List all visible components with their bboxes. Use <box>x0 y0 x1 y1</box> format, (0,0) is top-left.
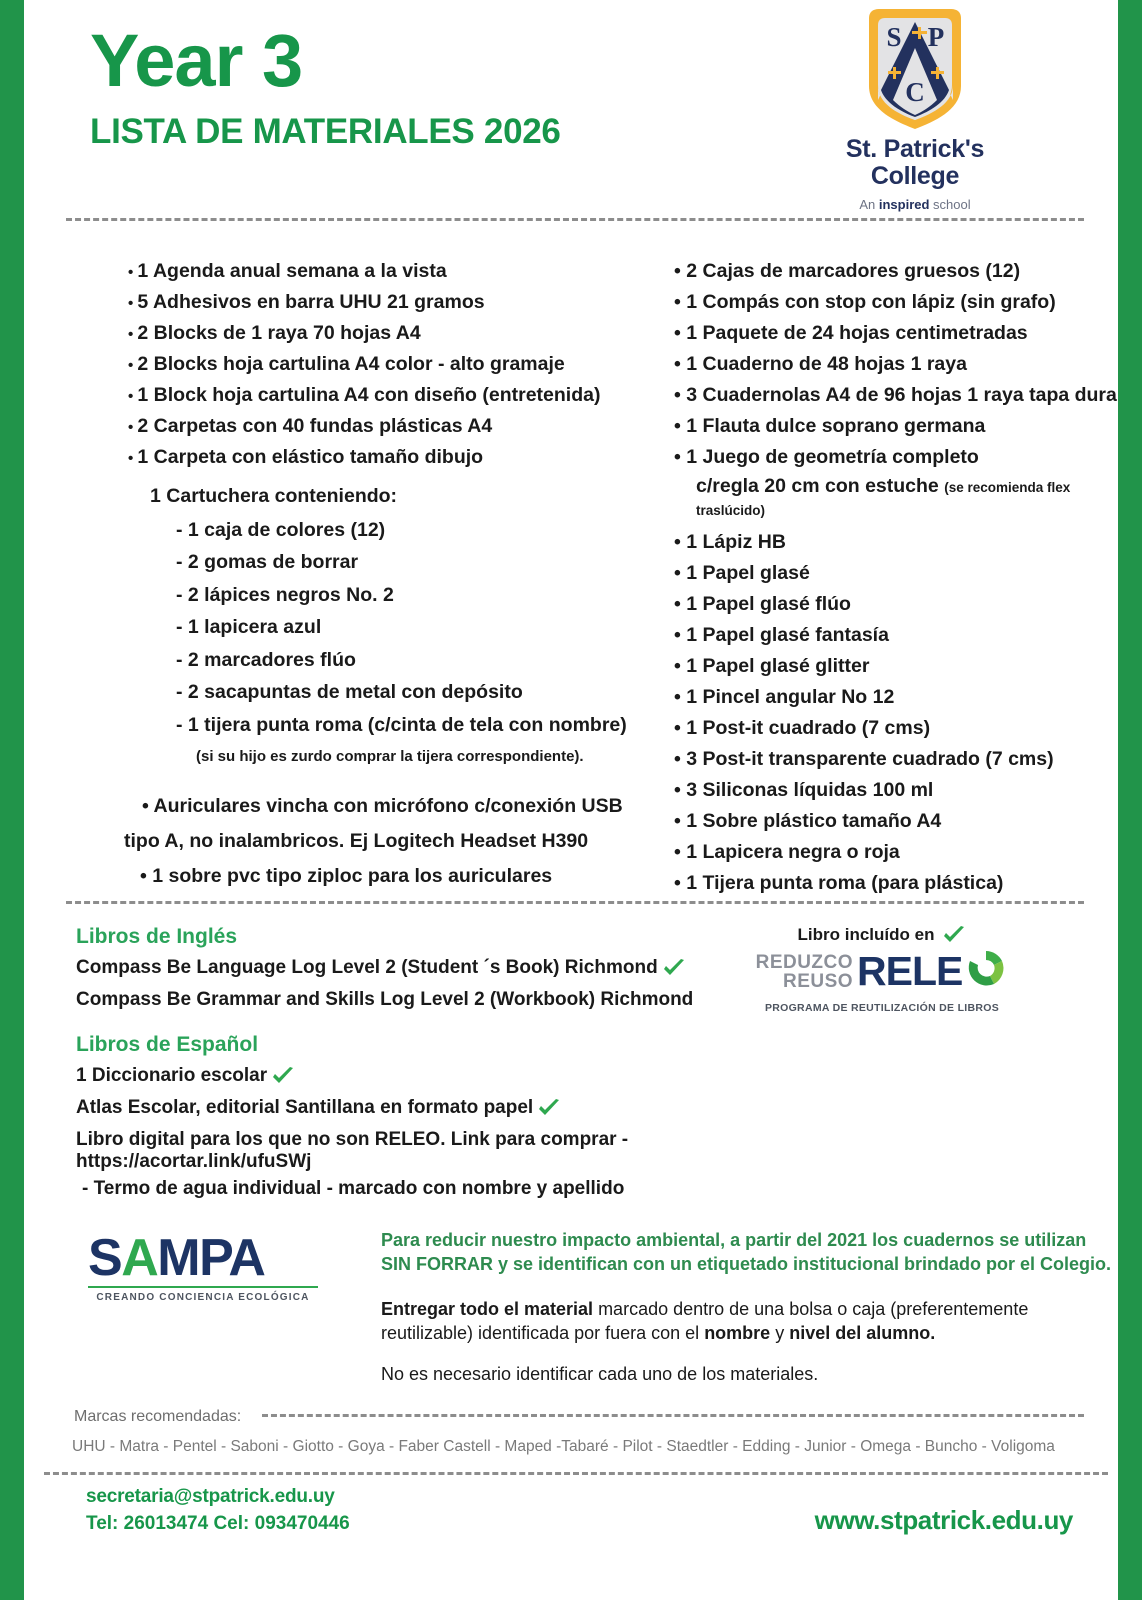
list-item <box>674 262 1134 282</box>
list-item-label: 1 Lápiz HB <box>686 530 786 553</box>
spanish-book-2 <box>76 1097 776 1119</box>
list-item <box>176 648 628 671</box>
list-item-label: 1 Tijera punta roma (para plástica) <box>686 871 1004 894</box>
list-item-label: 2 Cajas de marcadores gruesos (12) <box>686 260 1021 282</box>
page-header <box>24 0 1118 215</box>
list-item <box>674 716 1134 739</box>
spanish-book-1-label: 1 Diccionario escolar <box>76 1065 268 1086</box>
list-item-label: 2 Blocks de 1 raya 70 hojas A4 <box>137 322 421 344</box>
env-bold-3: nivel del alumno. <box>789 1322 936 1343</box>
bullet-icon: • <box>674 747 687 770</box>
list-item-label: 2 Blocks hoja cartulina A4 color - alto gramaje <box>137 353 565 375</box>
headphones-line1: • Auriculares vincha con micrófono c/conexión USB <box>142 795 623 817</box>
footer-website[interactable]: www.stpatrick.edu.uy <box>814 1505 1073 1535</box>
page-title: Year 3 <box>90 19 303 102</box>
list-item-label: 1 Lapicera negra o roja <box>686 840 900 863</box>
bullet-icon: • <box>674 384 687 406</box>
sampa-a-green: A <box>121 1229 158 1287</box>
list-item-label: 1 Papel glasé <box>686 561 810 584</box>
bullet-icon: • <box>674 291 687 313</box>
list-item <box>674 871 1134 894</box>
title-block <box>90 19 561 152</box>
sampa-logo <box>88 1229 318 1303</box>
list-item <box>176 713 628 736</box>
list-item-label: 3 Post-it transparente cuadrado (7 cms) <box>686 747 1054 770</box>
spanish-book-2-label: Atlas Escolar, editorial Santillana en formato papel <box>76 1097 534 1118</box>
spanish-book-3 <box>76 1129 776 1173</box>
divider-footer <box>44 1472 1108 1475</box>
releo-top-label: Libro incluído en <box>797 925 935 944</box>
inspired-tagline <box>800 197 1030 212</box>
brands-label: Marcas recomendadas: <box>74 1408 242 1425</box>
spanish-books-heading: Libros de Español <box>76 1033 259 1056</box>
bullet-icon: • <box>128 357 138 374</box>
list-item <box>674 685 1134 708</box>
list-item-label: - 2 marcadores flúo <box>176 648 356 671</box>
school-name-line1: St. Patrick's <box>845 135 985 163</box>
bullet-icon: • <box>674 415 687 437</box>
books-section <box>76 925 776 1183</box>
svg-text:C: C <box>905 77 925 107</box>
list-item-label: 1 Carpeta con elástico tamaño dibujo <box>137 446 484 468</box>
check-icon <box>662 958 686 978</box>
list-item-label: 1 Compás con stop con lápiz (sin grafo) <box>686 291 1056 313</box>
sampa-s: S <box>88 1229 122 1287</box>
svg-text:P: P <box>927 22 945 52</box>
right-items-list <box>674 262 1134 468</box>
list-item-label: - 1 caja de colores (12) <box>176 518 386 541</box>
bullet-icon: • <box>674 623 687 646</box>
bullet-icon: • <box>674 840 687 863</box>
env-text-1: marcado dentro de una bolsa o caja (preferentemente reutilizable) identificada por fuera con el <box>381 1298 1029 1343</box>
list-item <box>176 518 628 541</box>
list-item <box>674 386 1134 406</box>
list-item <box>674 324 1134 344</box>
bullet-icon: • <box>674 260 687 282</box>
list-item-label: 1 Pincel angular No 12 <box>686 685 895 708</box>
page-content <box>24 0 1118 1600</box>
env-third-paragraph: No es necesario identificar cada uno de los materiales. <box>381 1364 819 1385</box>
bullet-icon: • <box>674 592 687 615</box>
sampa-wordmark <box>88 1229 318 1287</box>
sampa-mpa: MPA <box>157 1229 265 1287</box>
list-item <box>674 747 1134 770</box>
releo-top-text <box>752 925 1012 945</box>
list-item-label: - 2 sacapuntas de metal con depósito <box>176 681 523 703</box>
bullet-icon: • <box>674 561 687 584</box>
list-item-label: 1 Flauta dulce soprano germana <box>686 415 986 437</box>
check-icon <box>537 1098 561 1118</box>
recycle-icon <box>964 947 1008 996</box>
bullet-icon: • <box>674 353 687 375</box>
bullet-icon: • <box>674 778 687 801</box>
list-item-label: 1 Cuaderno de 48 hojas 1 raya <box>686 353 967 375</box>
headphones-line2: tipo A, no inalambricos. Ej Logitech Headset H390 <box>124 830 589 852</box>
geometry-sub-line <box>696 475 1134 521</box>
footer-contact <box>86 1486 350 1535</box>
env-green-line2: SIN FORRAR y se identifican con un etiquetado institucional brindado por el Colegio. <box>381 1254 1112 1275</box>
list-item <box>176 683 628 703</box>
env-bold-2: nombre <box>704 1322 771 1343</box>
env-text-2: y <box>770 1322 790 1343</box>
list-item-label: 1 Juego de geometría completo <box>686 446 979 468</box>
releo-word-reuso: REUSO <box>782 970 854 992</box>
list-item-label: 1 Post-it cuadrado (7 cms) <box>686 716 931 739</box>
list-item-label: 1 Papel glasé fantasía <box>686 623 889 646</box>
bullet-icon: • <box>674 809 687 832</box>
inspired-post: school <box>929 197 971 212</box>
env-delivery-paragraph <box>381 1297 1121 1346</box>
list-item <box>128 262 628 282</box>
english-book-1-label: Compass Be Language Log Level 2 (Student ´s Book) Richmond <box>76 957 658 978</box>
pencil-case-list <box>128 518 628 736</box>
check-icon <box>271 1066 295 1086</box>
list-item <box>176 583 628 606</box>
list-item-label: 3 Cuadernolas A4 de 96 hojas 1 raya tapa dura <box>686 384 1117 406</box>
list-item <box>674 417 1134 437</box>
pencil-case-note: (si su hijo es zurdo comprar la tijera correspondiente). <box>196 748 584 765</box>
list-item-label: - 2 gomas de borrar <box>176 551 359 573</box>
list-item <box>674 355 1134 375</box>
list-item <box>128 417 628 437</box>
school-name-line2: College <box>870 162 960 190</box>
bullet-icon: • <box>674 322 687 344</box>
bullet-icon: • <box>128 450 138 467</box>
footer-phone: Tel: 26013474 Cel: 093470446 <box>86 1513 350 1534</box>
list-item <box>674 809 1134 832</box>
list-item <box>674 623 1134 646</box>
list-item-label: 3 Siliconas líquidas 100 ml <box>686 778 934 801</box>
environment-notes <box>381 1228 1121 1403</box>
list-item <box>176 553 628 573</box>
right-items-list-2 <box>674 530 1134 894</box>
list-item-label: 1 Papel glasé glitter <box>686 654 870 677</box>
bullet-icon: • <box>674 871 687 894</box>
headphones-block <box>124 795 628 888</box>
brands-list: UHU - Matra - Pentel - Saboni - Giotto - Goya - Faber Castell - Maped -Tabaré - Pilot - Staedtler - Edding - Junior - Omega - Buncho - Voligoma <box>72 1438 1055 1455</box>
school-name <box>800 136 1030 190</box>
divider-middle <box>66 901 1084 904</box>
list-item <box>128 448 628 468</box>
releo-word-reduzco: REDUZCO <box>755 951 854 973</box>
list-item-label: 1 Agenda anual semana a la vista <box>137 260 447 282</box>
bullet-icon: • <box>128 264 138 281</box>
bullet-icon: • <box>674 654 687 677</box>
english-books-heading: Libros de Inglés <box>76 925 238 948</box>
svg-text:S: S <box>886 22 902 52</box>
spanish-book-3-label: Libro digital para los que no son RELEO. Link para comprar - https://acortar.link/ufuSWj <box>76 1129 629 1172</box>
releo-footer-text: PROGRAMA DE REUTILIZACIÓN DE LIBROS <box>764 1002 1000 1014</box>
bullet-icon: • <box>674 685 687 708</box>
list-item-label: 1 Paquete de 24 hojas centimetradas <box>686 322 1028 344</box>
left-items-list <box>128 262 628 468</box>
bullet-icon: • <box>128 388 138 405</box>
divider-brands <box>262 1414 1084 1417</box>
bullet-icon: • <box>674 446 687 468</box>
list-item-label: - 2 lápices negros No. 2 <box>176 583 394 606</box>
bullet-icon: • <box>128 326 138 343</box>
list-item <box>674 561 1134 584</box>
list-item-label: - 1 lapicera azul <box>176 616 322 638</box>
inspired-bold: inspired <box>878 197 930 212</box>
list-item-label: 1 Sobre plástico tamaño A4 <box>686 809 942 832</box>
headphones-line3: • 1 sobre pvc tipo ziploc para los auriculares <box>140 865 553 887</box>
check-icon <box>942 925 966 945</box>
list-item <box>674 592 1134 615</box>
list-item <box>128 386 628 406</box>
termo-line: - Termo de agua individual - marcado con nombre y apellido <box>82 1178 625 1199</box>
materials-left-column <box>124 260 628 888</box>
env-green-paragraph <box>381 1228 1121 1277</box>
list-item <box>176 618 628 638</box>
list-item <box>128 355 628 375</box>
list-item-label: 5 Adhesivos en barra UHU 21 gramos <box>137 291 485 313</box>
list-item-label: 1 Block hoja cartulina A4 con diseño (entretenida) <box>137 384 601 406</box>
env-bold-1: Entregar todo el material <box>381 1298 594 1319</box>
list-item <box>674 840 1134 863</box>
english-book-2-label: Compass Be Grammar and Skills Log Level 2 (Workbook) Richmond <box>76 989 694 1010</box>
bullet-icon: • <box>674 530 687 553</box>
bullet-icon: • <box>128 295 138 312</box>
english-book-2 <box>76 989 776 1011</box>
bullet-icon: • <box>128 419 138 436</box>
page-subtitle: LISTA DE MATERIALES 2026 <box>90 112 561 151</box>
list-item-label: 1 Papel glasé flúo <box>686 592 851 615</box>
list-item-label: - 1 tijera punta roma (c/cinta de tela con nombre) <box>176 713 627 736</box>
list-item <box>674 778 1134 801</box>
env-green-line1: Para reducir nuestro impacto ambiental, a partir del 2021 los cuadernos se utilizan <box>381 1230 1087 1250</box>
releo-words <box>756 953 853 991</box>
releo-main-text: RELE <box>857 948 963 995</box>
footer-email[interactable]: secretaria@stpatrick.edu.uy <box>86 1486 335 1507</box>
releo-block <box>752 925 1012 1014</box>
list-item <box>674 448 1134 468</box>
geometry-sub-tiny: (se recomienda flex traslúcido) <box>696 480 1071 518</box>
releo-logo <box>752 947 1012 996</box>
list-item <box>674 530 1134 553</box>
spanish-book-1 <box>76 1065 776 1087</box>
bullet-icon: • <box>674 716 687 739</box>
left-green-bar <box>0 0 24 1600</box>
materials-right-column <box>674 262 1134 905</box>
list-item <box>128 324 628 344</box>
shield-icon <box>800 4 1030 132</box>
geometry-sub-main: c/regla 20 cm con estuche <box>696 475 945 497</box>
divider-top <box>66 218 1084 221</box>
sampa-tagline: CREANDO CONCIENCIA ECOLÓGICA <box>96 1292 310 1303</box>
english-book-1 <box>76 957 776 979</box>
inspired-pre: An <box>859 197 879 212</box>
list-item <box>128 293 628 313</box>
list-item <box>674 293 1134 313</box>
list-item-label: 2 Carpetas con 40 fundas plásticas A4 <box>137 415 493 437</box>
pencil-case-heading: 1 Cartuchera conteniendo: <box>150 484 398 507</box>
list-item <box>674 654 1134 677</box>
school-logo-block <box>800 4 1030 212</box>
